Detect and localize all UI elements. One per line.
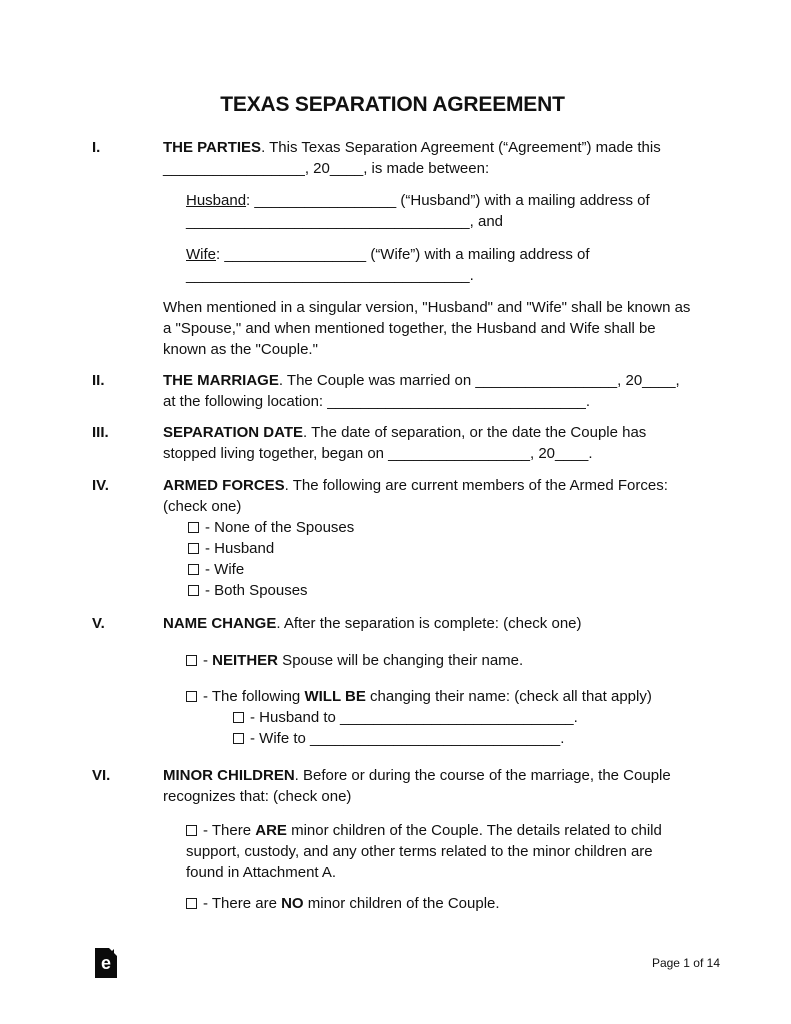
option-label: - There are NO minor children of the Couple.	[203, 895, 500, 912]
option-label: - Wife to ______________________________.	[250, 730, 565, 747]
section-minor-children	[92, 765, 791, 914]
checkbox-icon[interactable]	[188, 564, 199, 575]
option-are-minor-children	[163, 820, 691, 883]
section-number: II.	[92, 372, 105, 389]
logo-letter: e	[100, 953, 111, 973]
checkbox-icon[interactable]	[186, 898, 197, 909]
section-body	[163, 422, 691, 464]
section-armed-forces	[92, 475, 791, 601]
section-body	[163, 475, 691, 601]
checkbox-icon[interactable]	[233, 733, 244, 744]
option-wife	[163, 559, 691, 580]
section-number: V.	[92, 615, 105, 632]
section-body	[163, 137, 691, 360]
section-number: IV.	[92, 477, 109, 494]
option-label: - Husband to ____________________________.	[250, 709, 578, 726]
option-label: - Husband	[205, 540, 275, 557]
checkbox-icon[interactable]	[188, 543, 199, 554]
section-the-marriage	[92, 370, 791, 412]
option-label: - The following WILL BE changing their name: (check all that apply)	[203, 688, 652, 705]
option-label: - Both Spouses	[205, 582, 308, 599]
minor-children-clause: MINOR CHILDREN. Before or during the course of the marriage, the Couple recognizes that: (check one)	[163, 767, 671, 805]
option-label: - NEITHER Spouse will be changing their name.	[203, 652, 524, 669]
spouse-definition: When mentioned in a singular version, "Husband" and "Wife" shall be known as a "Spouse," and when mentioned together, the Husband and Wife shall be known as the "Couple."	[163, 299, 691, 358]
option-both-spouses	[163, 580, 691, 601]
page-number-label: Page 1 of 14	[651, 956, 720, 970]
option-neither-name-change	[163, 650, 691, 671]
checkbox-icon[interactable]	[188, 522, 199, 533]
eforms-document-logo-icon	[95, 948, 117, 978]
checkbox-icon[interactable]	[186, 655, 197, 666]
section-name-change	[92, 613, 791, 749]
checkbox-icon[interactable]	[186, 825, 197, 836]
checkbox-icon[interactable]	[233, 712, 244, 723]
option-none-of-spouses	[163, 517, 691, 538]
section-separation-date	[92, 422, 791, 464]
option-label: - Wife	[205, 561, 245, 578]
section-body	[163, 613, 691, 749]
husband-clause: Husband: _________________ (“Husband”) with a mailing address of __________________________________, and	[186, 192, 650, 230]
option-will-be-changing	[163, 686, 691, 707]
option-no-minor-children	[163, 893, 691, 914]
option-husband-new-name	[163, 707, 691, 728]
option-husband	[163, 538, 691, 559]
section-body	[163, 370, 691, 412]
section-number: VI.	[92, 767, 111, 784]
option-label: - None of the Spouses	[205, 519, 355, 536]
option-wife-new-name	[163, 728, 691, 749]
section-body	[163, 765, 691, 914]
wife-clause: Wife: _________________ (“Wife”) with a mailing address of __________________________________.	[186, 246, 590, 284]
marriage-clause: THE MARRIAGE. The Couple was married on _________________, 20____, at the following location: _______________________________.	[163, 372, 680, 410]
separation-date-clause: SEPARATION DATE. The date of separation, or the date the Couple has stopped living together, began on _________________, 20____.	[163, 424, 647, 462]
parties-intro: THE PARTIES. This Texas Separation Agreement (“Agreement”) made this _________________, 20____, is made between:	[163, 139, 661, 177]
option-label: - There ARE minor children of the Couple. The details related to child support, custody, and any other terms related to the minor children are found in Attachment A.	[186, 822, 662, 881]
section-number: III.	[92, 424, 109, 441]
name-change-clause: NAME CHANGE. After the separation is complete: (check one)	[163, 615, 582, 632]
armed-forces-clause: ARMED FORCES. The following are current members of the Armed Forces: (check one)	[163, 477, 668, 515]
section-the-parties	[92, 137, 791, 360]
checkbox-icon[interactable]	[188, 585, 199, 596]
footer	[95, 948, 720, 978]
section-number: I.	[92, 139, 101, 156]
checkbox-icon[interactable]	[186, 691, 197, 702]
document-title: TEXAS SEPARATION AGREEMENT	[220, 93, 565, 116]
